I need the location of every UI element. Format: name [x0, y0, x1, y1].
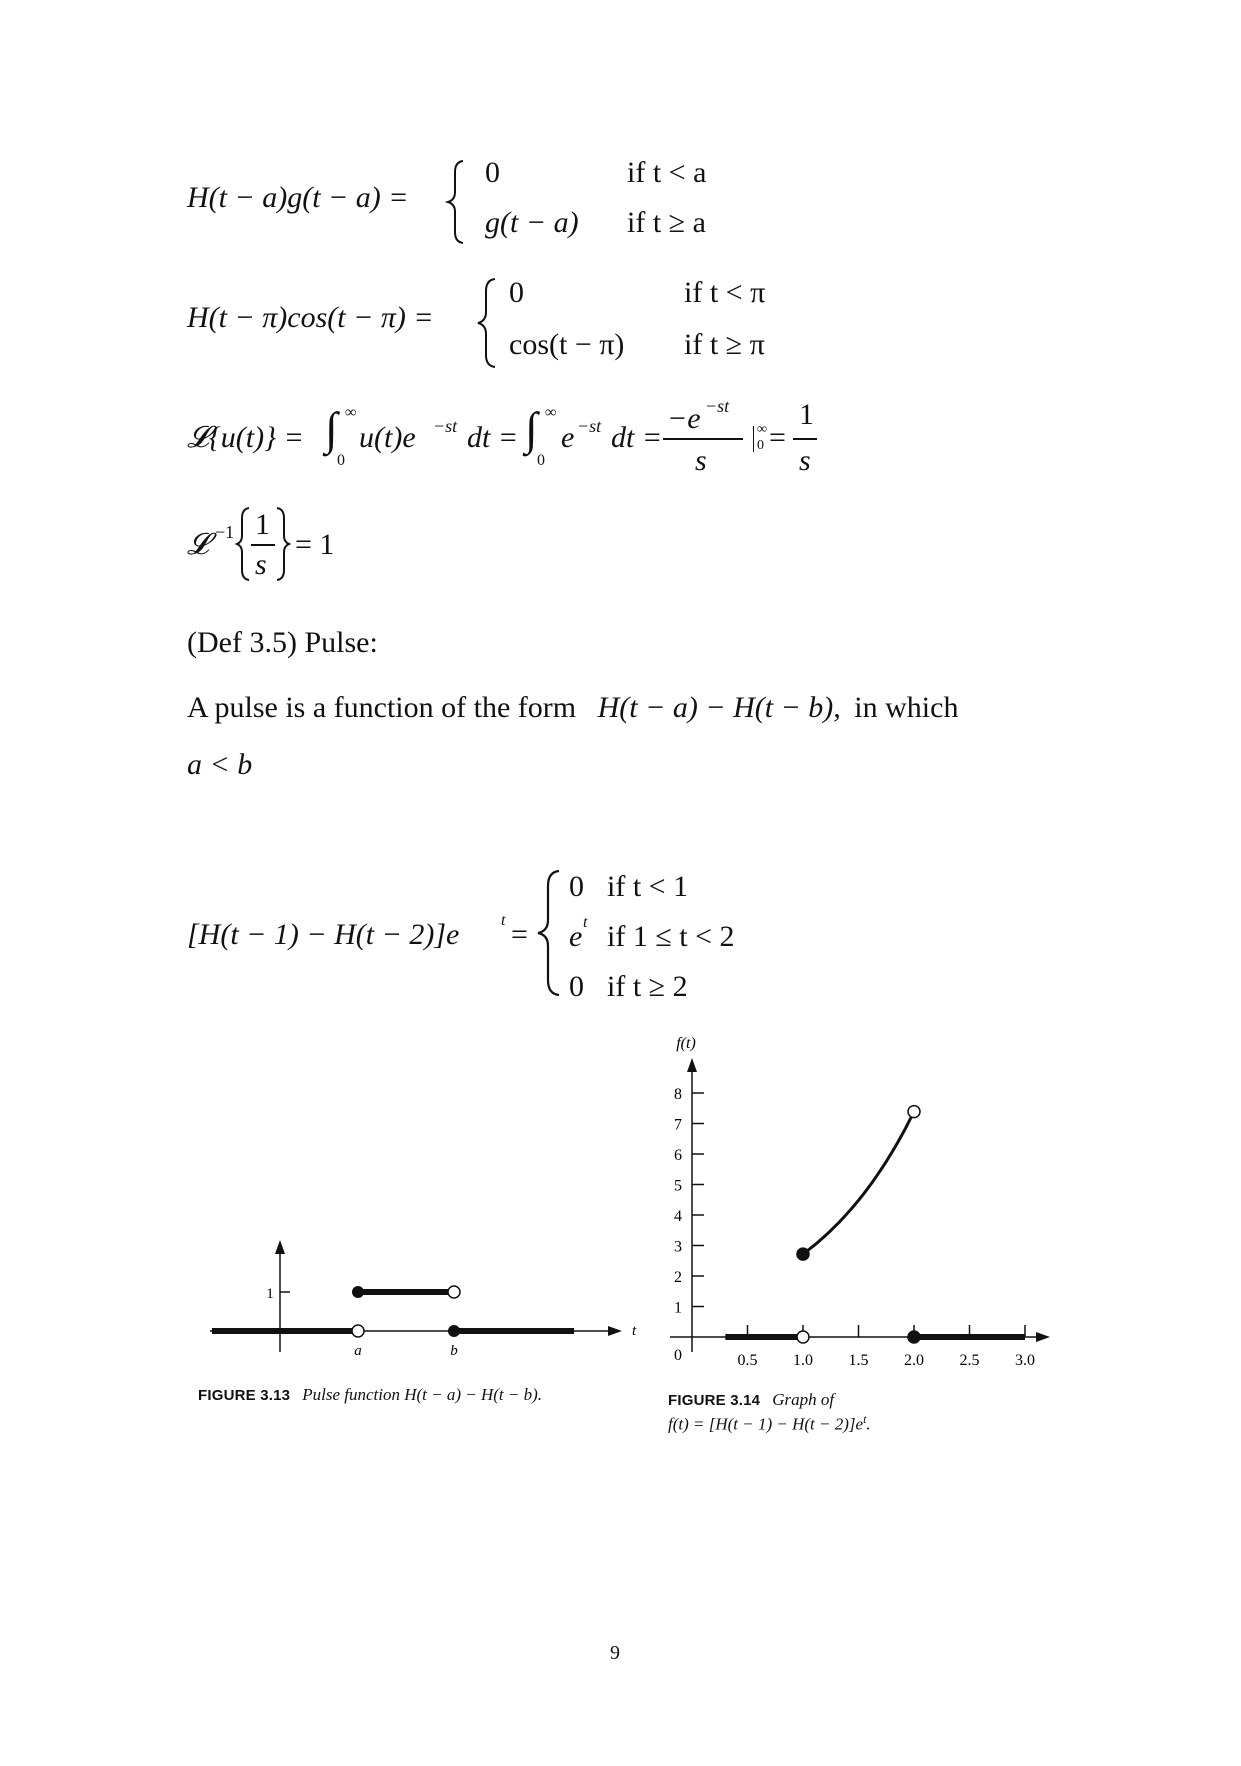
fig313-open-dot-a — [352, 1325, 364, 1337]
eq3-frac1-den: s — [695, 444, 707, 477]
fig314-x-tick-label: 2.5 — [959, 1352, 980, 1369]
fig314-y-tick-label: 3 — [674, 1238, 682, 1256]
fig313-label-b: b — [450, 1343, 458, 1359]
fig313-filled-dot-b — [448, 1325, 460, 1337]
eq4-rhs: = 1 — [295, 528, 335, 561]
fig313-label-a: a — [354, 1343, 362, 1359]
definition-condition: a < b — [187, 748, 253, 781]
eq4-op: 𝓛 — [187, 528, 209, 561]
eq5-case3-value: 0 — [569, 970, 584, 1003]
eq4-left-brace — [235, 506, 251, 582]
eq5-brace — [535, 868, 563, 998]
fig314-x-arrow — [1036, 1332, 1050, 1342]
fig313-y-tick-label: 1 — [266, 1286, 274, 1302]
fig314-y-label: f(t) — [676, 1035, 696, 1052]
fig313-x-axis-label: t — [632, 1323, 637, 1339]
eq5-equals: = — [511, 918, 528, 951]
fig314-y-arrow — [687, 1058, 697, 1072]
eq3-int1-upper: ∞ — [345, 404, 357, 421]
eq4-frac-num: 1 — [255, 508, 270, 541]
definition-text-after: in which — [854, 691, 959, 724]
eq3-frac2-den: s — [799, 444, 811, 477]
fig313-caption-text: Pulse function H(t − a) − H(t − b). — [302, 1385, 543, 1404]
fig314-x-tick-label: 3.0 — [1015, 1352, 1035, 1369]
eq3-frac1-num: −e — [667, 402, 701, 435]
fig314-caption-line2-end: . — [866, 1414, 871, 1434]
fig314-x-tick-label: 2.0 — [904, 1352, 924, 1369]
eq4-op-exp: −1 — [215, 522, 235, 542]
definition-formula: H(t − a) − H(t − b), — [597, 691, 841, 724]
eq3-frac2-bar — [793, 438, 817, 440]
eq1-case2-cond: if t ≥ a — [627, 206, 706, 239]
eq1-case1-cond: if t < a — [627, 156, 707, 189]
eq3-dt-1: dt = — [467, 421, 519, 454]
fig314-caption-label: FIGURE 3.14 — [668, 1392, 761, 1409]
eq5-lhs: [H(t − 1) − H(t − 2)]e — [187, 918, 460, 951]
eq5-case2-value: e — [569, 920, 583, 953]
fig314-caption-line2: f(t) = [H(t − 1) − H(t − 2)]e — [668, 1414, 864, 1434]
eq4-frac-bar — [251, 544, 275, 546]
eq3-integral-1: ∫ — [325, 403, 338, 454]
eq1-brace — [445, 158, 467, 246]
equation-4 — [187, 500, 387, 590]
fig313-caption-label: FIGURE 3.13 — [198, 1387, 291, 1404]
fig313-filled-dot-a — [352, 1286, 364, 1298]
definition-text-before: A pulse is a function of the form — [187, 691, 577, 724]
fig314-open-dot — [908, 1106, 920, 1118]
eq3-eval-upper: ∞ — [757, 422, 767, 437]
figure-3-13 — [190, 1120, 640, 1370]
fig314-y-tick-label: 2 — [674, 1269, 682, 1286]
fig314-y-tick-label: 1 — [674, 1299, 682, 1317]
equation-5 — [187, 868, 767, 1008]
eq1-case1-value: 0 — [485, 156, 500, 189]
fig314-y-tick-label: 5 — [674, 1177, 682, 1195]
eq5-lhs-exp: t — [501, 912, 506, 929]
equation-1 — [187, 150, 747, 260]
fig314-filled-dot — [908, 1331, 920, 1343]
eq3-integrand-2: e — [561, 421, 575, 454]
eq3-frac1-num-exp: −st — [705, 396, 730, 416]
eq5-case1-value: 0 — [569, 870, 584, 903]
eq2-case2-value: cos(t − π) — [509, 328, 625, 361]
eq3-exp-1: −st — [433, 416, 458, 436]
eq1-lhs: H(t − a)g(t − a) = — [187, 181, 409, 214]
fig314-caption-line1: Graph of — [772, 1390, 835, 1409]
eq3-int1-lower: 0 — [337, 452, 345, 469]
fig314-y-tick-label: 6 — [674, 1147, 682, 1164]
fig313-open-dot-b — [448, 1286, 460, 1298]
page-number: 9 — [610, 1642, 620, 1664]
eq3-eval-lower: 0 — [757, 438, 764, 453]
eq3-frac2-num: 1 — [799, 398, 814, 431]
eq3-exp-2: −st — [577, 416, 602, 436]
fig314-open-dot — [797, 1331, 809, 1343]
eq3-frac1-bar — [663, 438, 743, 440]
eq5-case2-cond: if 1 ≤ t < 2 — [607, 920, 735, 953]
eq3-eval-bar — [753, 426, 754, 452]
fig313-y-arrow — [275, 1240, 285, 1254]
definition-heading: (Def 3.5) Pulse: — [187, 626, 378, 659]
eq1-case2-value: g(t − a) — [485, 206, 579, 239]
fig314-y-tick-label: 7 — [674, 1116, 682, 1134]
eq3-integrand-1: u(t)e — [359, 421, 416, 454]
fig314-caption-line2-exp: t — [863, 1412, 867, 1426]
fig313-caption — [198, 1385, 542, 1405]
fig314-x-tick-label: 1.5 — [848, 1352, 869, 1369]
eq3-dt-2: dt = — [611, 421, 663, 454]
equation-3 — [187, 390, 827, 480]
fig313-x-arrow — [608, 1326, 622, 1336]
eq2-case1-cond: if t < π — [684, 276, 766, 309]
equation-2 — [187, 270, 807, 380]
eq5-case3-cond: if t ≥ 2 — [607, 970, 688, 1003]
fig314-y-tick-label: 4 — [674, 1208, 682, 1225]
eq2-brace — [475, 276, 499, 370]
eq3-integral-2: ∫ — [525, 403, 538, 454]
eq2-lhs: H(t − π)cos(t − π) = — [187, 301, 434, 334]
fig314-filled-dot — [797, 1248, 809, 1260]
fig314-x-tick-label: 0.5 — [737, 1352, 758, 1369]
fig314-x-tick-label: 1.0 — [793, 1352, 813, 1369]
eq4-frac-den: s — [255, 548, 267, 581]
fig314-y-tick-label: 8 — [674, 1086, 682, 1103]
fig314-exp-curve — [803, 1112, 914, 1255]
eq3-equals: = — [769, 421, 786, 454]
figure-3-14-chart — [640, 1030, 1060, 1370]
fig314-caption — [668, 1390, 871, 1434]
eq2-case2-cond: if t ≥ π — [684, 328, 765, 361]
eq4-right-brace — [275, 506, 291, 582]
eq3-int2-upper: ∞ — [545, 404, 557, 421]
fig314-origin-label: 0 — [674, 1347, 682, 1364]
eq5-case2-value-exp: t — [583, 914, 588, 931]
eq3-lhs: 𝓛{u(t)} = — [187, 421, 304, 454]
eq3-int2-lower: 0 — [537, 452, 545, 469]
eq5-case1-cond: if t < 1 — [607, 870, 689, 903]
definition-line — [187, 693, 958, 723]
eq2-case1-value: 0 — [509, 276, 524, 309]
